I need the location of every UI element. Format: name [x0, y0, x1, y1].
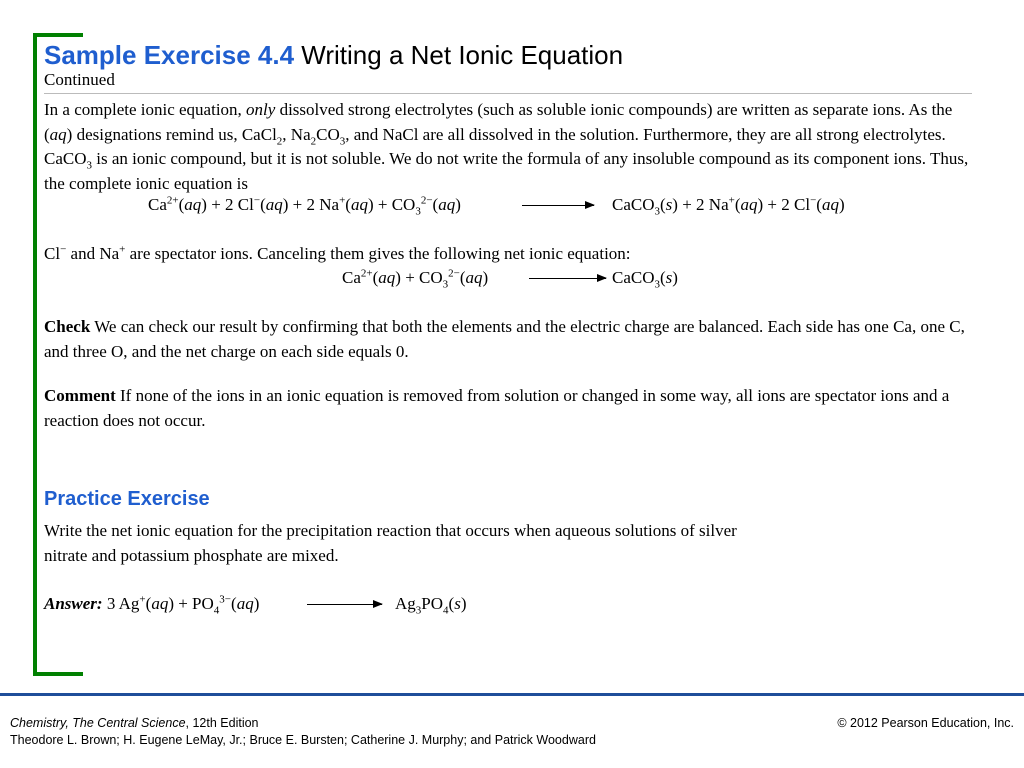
header-divider	[44, 93, 972, 94]
net-equation-lhs: $Ca^{2+}(aq) + CO_3^{2-}(aq)$	[342, 267, 489, 291]
comment-paragraph: Comment If none of the ions in an ionic equation is removed from solution or changed in some way, all ions are spectator ions and a reaction does not occur.	[44, 386, 950, 430]
footer-book: Chemistry, The Central Science, 12th Edition	[10, 716, 259, 730]
answer-arrow	[307, 604, 382, 605]
reaction-arrow	[522, 205, 594, 206]
net-equation-rhs: CaCO$_3$(s)	[612, 268, 678, 291]
practice-heading: Practice Exercise	[44, 488, 210, 510]
complete-equation-lhs: $Ca^{2+}(aq) + 2$ Cl−(aq) + 2 $Na^+(aq) + CO_3^{2-}(aq)$	[148, 194, 461, 218]
footer-divider	[0, 693, 1024, 696]
green-bracket-top	[33, 33, 83, 37]
green-bracket-bottom	[33, 672, 83, 676]
footer-copyright: © 2012 Pearson Education, Inc.	[837, 716, 1014, 730]
exercise-label: Sample Exercise 4.4	[44, 40, 295, 70]
exercise-title: Writing a Net Ionic Equation	[301, 40, 624, 70]
footer-authors: Theodore L. Brown; H. Eugene LeMay, Jr.; Bruce E. Bursten; Catherine J. Murphy; and Patrick Woodward	[10, 733, 596, 747]
practice-question: Write the net ionic equation for the precipitation reaction that occurs when aqueous solutions of silver nitrate and potassium phosphate are mixed.	[44, 521, 737, 565]
complete-equation-rhs: CaCO$_3$(s) + 2 Na+(aq) + 2 Cl−(aq)	[612, 194, 845, 218]
intro-paragraph: In a complete ionic equation, only dissolved strong electrolytes (such as soluble ionic compounds) are written as separate ions. As the (aq) designations remind us, CaCl$_2$, $Na_2CO_3$, and NaCl are all dissolved in the solution. Furthermore, they are all strong electrolytes. CaCO$_3$ is an ionic compound, but it is not soluble. We do not write the formula of any insoluble compound as its component ions. Thus, the complete ionic equation is	[44, 100, 969, 193]
answer-rhs: $Ag_3PO_4(s)$	[395, 594, 467, 617]
check-paragraph: Check We can check our result by confirming that both the elements and the electric charge are balanced. Each side has one Ca, one C, and three O, and the net charge on each side equals 0.	[44, 317, 965, 361]
spectator-text: Cl− and Na+ are spectator ions. Canceling them gives the following net ionic equation:	[44, 243, 631, 263]
green-bracket-left	[33, 33, 37, 676]
answer-lhs: Answer: 3 $Ag^+(aq) + PO_4^{3-}(aq)$	[44, 593, 260, 617]
net-reaction-arrow	[529, 278, 606, 279]
slide-title	[44, 38, 623, 72]
continued-label: Continued	[44, 70, 115, 89]
